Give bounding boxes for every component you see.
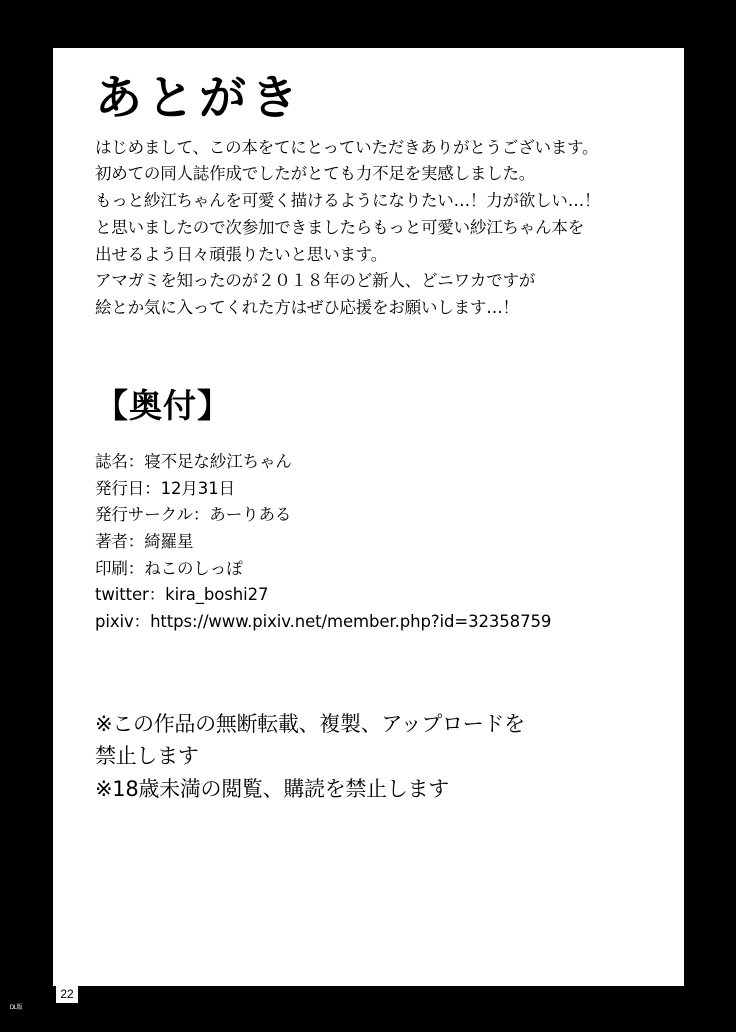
usage-notice	[95, 708, 654, 806]
colophon-heading: 【奥付】	[95, 385, 231, 425]
colophon-line: 著者：綺羅星	[95, 531, 194, 551]
afterword-line: もっと紗江ちゃんを可愛く描けるようになりたい…！力が欲しい…！	[95, 191, 601, 211]
section-spacer	[95, 322, 654, 380]
page-content	[95, 70, 654, 805]
afterword-body	[95, 135, 654, 322]
afterword-line: 絵とか気に入ってくれた方はぜひ応援をお願いします…！	[95, 298, 519, 318]
colophon-line: 誌名：寝不足な紗江ちゃん	[95, 451, 292, 471]
notice-spacer	[95, 636, 654, 708]
colophon-list	[95, 449, 654, 636]
afterword-line: 初めての同人誌作成でしたがとても力不足を実感しました。	[95, 164, 536, 184]
notice-line: ※18歳未満の閲覧、購読を禁止します	[95, 776, 449, 801]
afterword-line: はじめまして、この本をてにとっていただきありがとうございます。	[95, 137, 599, 157]
afterword-heading: あとがき	[95, 71, 303, 126]
colophon-line: 発行日：12月31日	[95, 478, 235, 498]
colophon-line-pixiv: pixiv：https://www.pixiv.net/member.php?id=32358759	[95, 612, 552, 632]
document-page	[53, 48, 684, 986]
colophon-line: 印刷：ねこのしっぽ	[95, 558, 243, 578]
colophon-line: 発行サークル：あーりある	[95, 505, 292, 525]
page-number: 22	[56, 985, 78, 1003]
notice-line: ※この作品の無断転載、複製、アップロードを	[95, 711, 525, 736]
afterword-line: と思いましたので次参加できましたらもっと可愛い紗江ちゃん本を	[95, 217, 585, 237]
afterword-line: アマガミを知ったのが２０１８年のど新人、どニワカですが	[95, 271, 536, 291]
corner-watermark: DL版	[8, 1003, 24, 1014]
colophon-line-twitter: twitter：kira_boshi27	[95, 585, 269, 605]
afterword-line: 出せるよう日々頑張りたいと思います。	[95, 244, 388, 264]
colophon-spacer	[95, 427, 654, 449]
notice-line: 禁止します	[95, 744, 199, 769]
